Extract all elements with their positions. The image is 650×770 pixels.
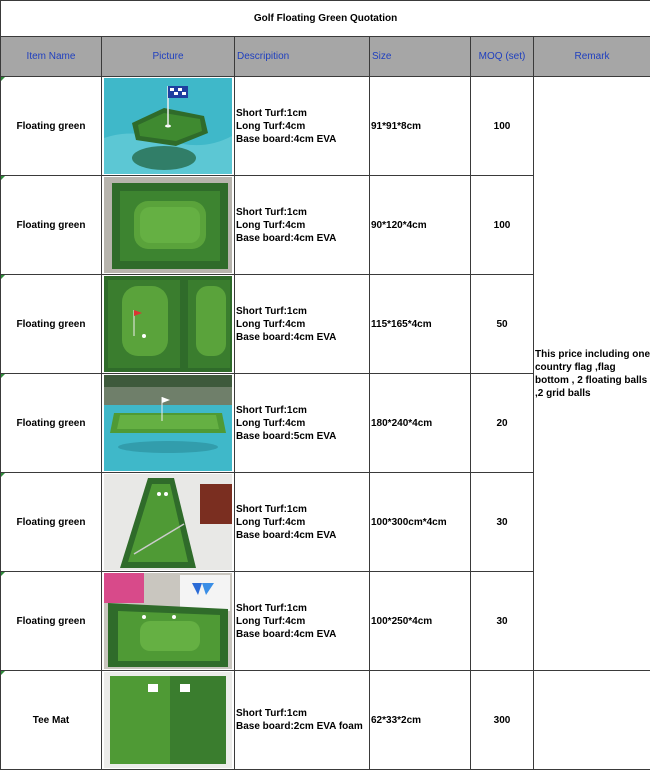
item-name: Floating green [1, 275, 102, 374]
desc-line: Base board:4cm EVA [236, 331, 369, 344]
header-item-name: Item Name [1, 37, 102, 77]
description [235, 275, 370, 374]
item-name: Floating green [1, 176, 102, 275]
product-picture [102, 77, 235, 176]
header-remark: Remark [534, 37, 650, 77]
desc-line: Short Turf:1cm [236, 602, 369, 615]
moq: 100 [471, 176, 534, 275]
desc-line: Base board:4cm EVA [236, 133, 369, 146]
floating-greens-pair-image [104, 276, 232, 372]
size: 100*250*4cm [370, 572, 471, 671]
size: 91*91*8cm [370, 77, 471, 176]
product-picture [102, 671, 235, 770]
header-description: Descripition [235, 37, 370, 77]
moq: 30 [471, 473, 534, 572]
description [235, 671, 370, 770]
moq: 50 [471, 275, 534, 374]
size: 62*33*2cm [370, 671, 471, 770]
desc-line: Short Turf:1cm [236, 206, 369, 219]
product-picture [102, 572, 235, 671]
desc-line: Short Turf:1cm [236, 404, 369, 417]
moq: 20 [471, 374, 534, 473]
moq: 30 [471, 572, 534, 671]
desc-line: Short Turf:1cm [236, 707, 369, 720]
item-name: Floating green [1, 473, 102, 572]
desc-line: Base board:4cm EVA [236, 529, 369, 542]
item-name: Floating green [1, 374, 102, 473]
description [235, 77, 370, 176]
desc-line: Base board:4cm EVA [236, 232, 369, 245]
desc-line: Long Turf:4cm [236, 615, 369, 628]
size: 180*240*4cm [370, 374, 471, 473]
header-moq: MOQ (set) [471, 37, 534, 77]
floating-green-rectangle-image [104, 177, 232, 273]
description [235, 473, 370, 572]
desc-line: Short Turf:1cm [236, 305, 369, 318]
size: 100*300cm*4cm [370, 473, 471, 572]
product-picture [102, 473, 235, 572]
header-size: Size [370, 37, 471, 77]
tee-mat-image [104, 672, 232, 768]
description [235, 572, 370, 671]
desc-line: Base board:4cm EVA [236, 628, 369, 641]
table-row [1, 77, 650, 176]
floating-green-on-water-image [104, 78, 232, 174]
floating-green-pool-image [104, 375, 232, 471]
item-name: Floating green [1, 572, 102, 671]
desc-line: Long Turf:4cm [236, 318, 369, 331]
header-row [1, 37, 650, 77]
description [235, 374, 370, 473]
size: 115*165*4cm [370, 275, 471, 374]
product-picture [102, 374, 235, 473]
remark: This price including one country flag ,flag bottom , 2 floating balls ,2 grid balls [534, 77, 650, 671]
remark-empty [534, 671, 650, 770]
desc-line: Base board:5cm EVA [236, 430, 369, 443]
item-name: Tee Mat [1, 671, 102, 770]
description [235, 176, 370, 275]
table-row [1, 671, 650, 770]
moq: 300 [471, 671, 534, 770]
item-name: Floating green [1, 77, 102, 176]
sheet-title: Golf Floating Green Quotation [1, 1, 650, 37]
desc-line: Short Turf:1cm [236, 107, 369, 120]
desc-line: Short Turf:1cm [236, 503, 369, 516]
header-picture: Picture [102, 37, 235, 77]
size: 90*120*4cm [370, 176, 471, 275]
desc-line: Long Turf:4cm [236, 120, 369, 133]
product-picture [102, 176, 235, 275]
product-picture [102, 275, 235, 374]
putting-green-logo-image [104, 573, 232, 669]
putting-green-office-image [104, 474, 232, 570]
desc-line: Long Turf:4cm [236, 516, 369, 529]
desc-line: Long Turf:4cm [236, 219, 369, 232]
moq: 100 [471, 77, 534, 176]
desc-line: Base board:2cm EVA foam [236, 720, 369, 733]
desc-line: Long Turf:4cm [236, 417, 369, 430]
